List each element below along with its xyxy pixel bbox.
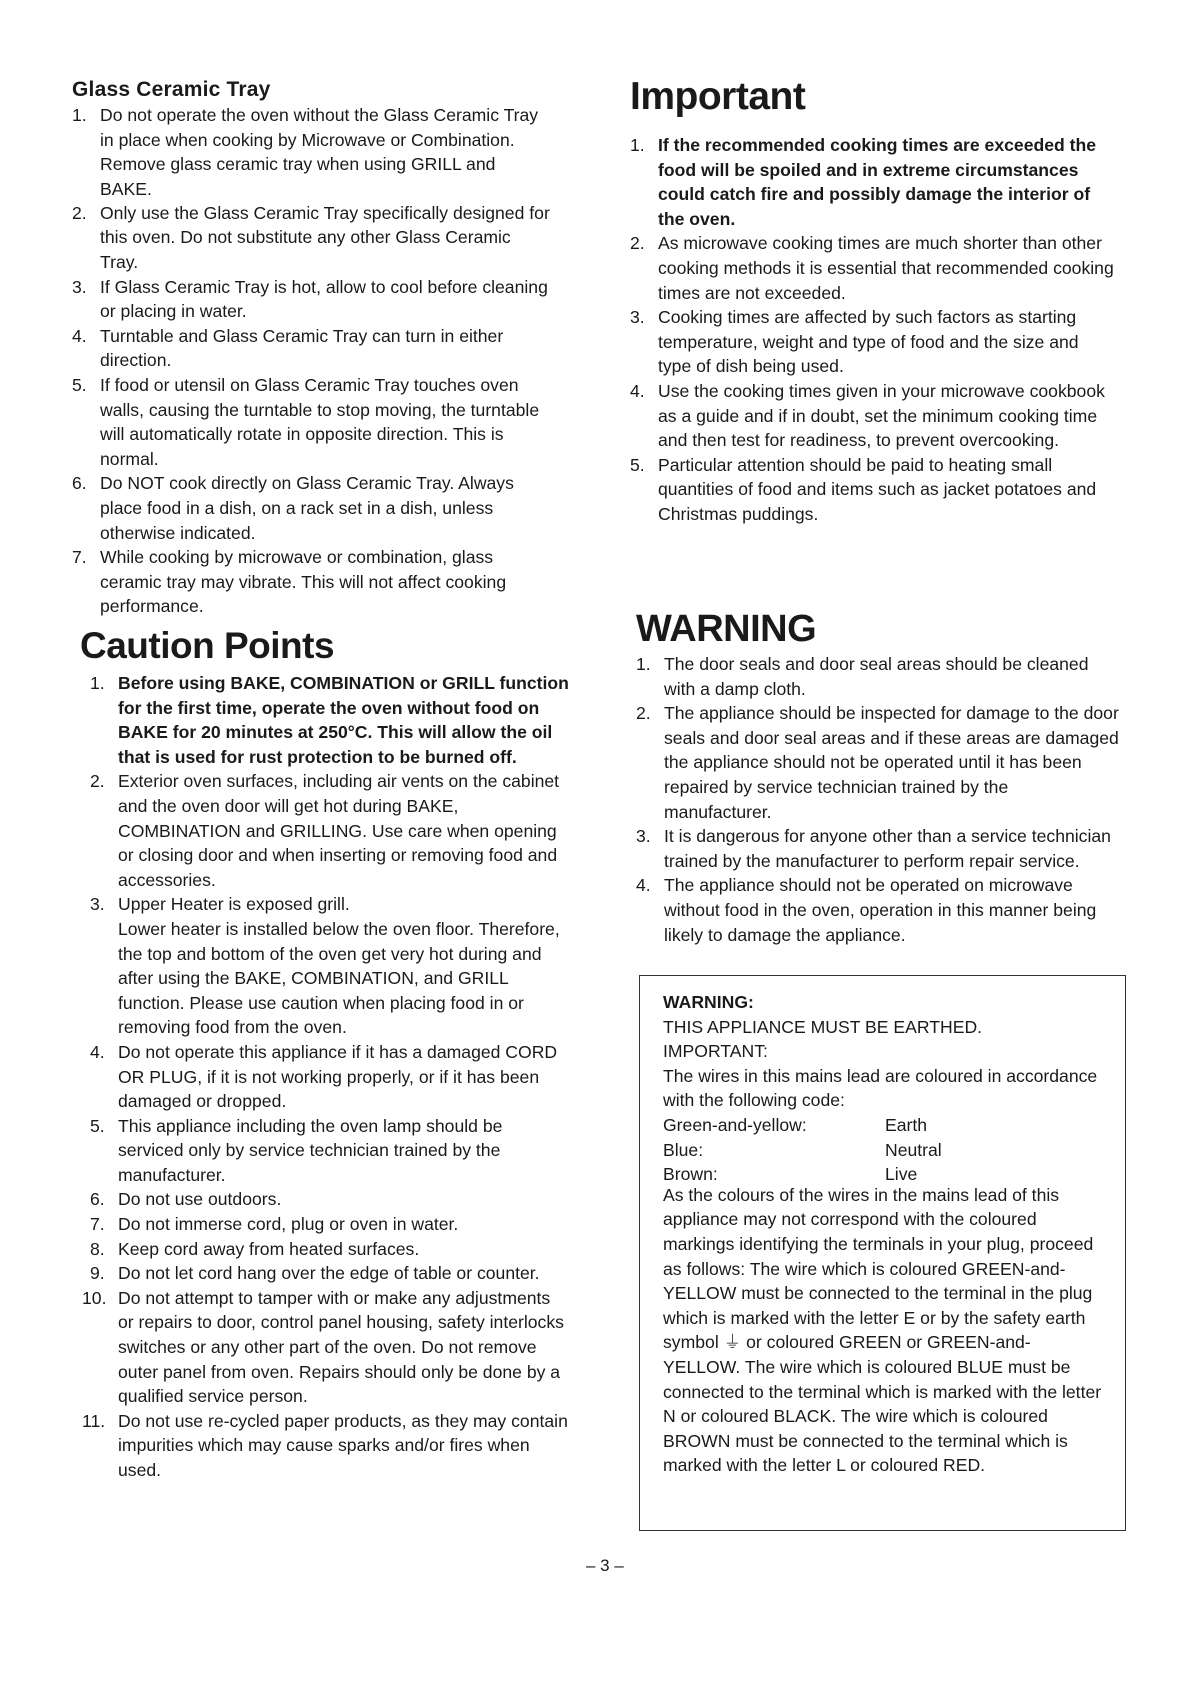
list-item — [72, 324, 550, 373]
item-text: Keep cord away from heated surfaces. — [118, 1238, 420, 1259]
item-text: While cooking by microwave or combination, glass ceramic tray may vibrate. This will not affect cooking performance. — [100, 547, 507, 617]
item-text: Cooking times are affected by such factors as starting temperature, weight and type of food and the size and type of dish being used. — [658, 307, 1079, 377]
list-item — [90, 1212, 570, 1237]
item-text: Do not immerse cord, plug or oven in water. — [118, 1214, 459, 1235]
list-item — [82, 1286, 570, 1409]
list-item — [630, 231, 1116, 305]
item-text: Do not attempt to tamper with or make any adjustments or repairs to door, control panel housing, safety interlocks switches or any other part of the oven. Do not remove outer panel from oven. Repairs should only be done by a qualified service person. — [118, 1287, 564, 1407]
item-number: 4. — [636, 875, 651, 896]
list-item — [90, 1237, 570, 1262]
warning-list — [636, 652, 1120, 947]
notice-earthed-text: THIS APPLIANCE MUST BE EARTHED. — [663, 1016, 983, 1037]
notice-important-label: IMPORTANT: — [663, 1041, 768, 1062]
page-number: – 3 – — [586, 1556, 624, 1575]
item-number: 1. — [630, 135, 645, 155]
important-heading: Important — [630, 75, 806, 118]
notice-warning-label: WARNING: — [663, 992, 754, 1012]
item-number: 10. — [82, 1287, 107, 1308]
item-number: 3. — [630, 307, 645, 328]
glass-tray-list — [72, 103, 550, 619]
warning-heading: WARNING — [636, 608, 817, 650]
item-number: 6. — [72, 473, 87, 494]
item-number: 5. — [72, 375, 87, 396]
item-number: 3. — [636, 826, 651, 847]
item-text: Use the cooking times given in your microwave cookbook as a guide and if in doubt, set the minimum cooking time and then test for readiness, to prevent overcooking. — [658, 380, 1105, 451]
earthing-notice-box — [639, 975, 1126, 1531]
item-number: 4. — [72, 325, 87, 346]
list-item — [72, 275, 550, 324]
notice-intro: The wires in this mains lead are coloured in accordance with the following code: — [663, 1065, 1098, 1111]
list-item — [90, 671, 570, 769]
item-number: 1. — [72, 105, 87, 125]
notice-body — [663, 1183, 1103, 1478]
list-item — [630, 133, 1116, 231]
list-item — [72, 471, 550, 545]
wire-colour: Green-and-yellow: — [663, 1114, 807, 1135]
wire-code-row — [663, 1138, 1103, 1163]
list-item — [72, 103, 550, 201]
wire-colour: Blue: — [663, 1139, 704, 1160]
wire-meaning: Live — [885, 1164, 918, 1185]
caution-heading: Caution Points — [80, 625, 335, 666]
wire-meaning: Neutral — [885, 1139, 942, 1160]
notice-body-part-b: or coloured GREEN or GREEN-and-YELLOW. The wire which is coloured BLUE must be connected to the terminal which is marked with the letter N or coloured BLACK. The wire which is coloured BROWN must be connected to the terminal which is marked with the letter L or coloured RED. — [663, 1332, 1102, 1476]
item-number: 9. — [90, 1263, 105, 1284]
item-text: It is dangerous for anyone other than a service technician trained by the manufacturer to perform repair service. — [664, 826, 1111, 871]
wire-colour: Brown: — [663, 1164, 718, 1185]
earth-symbol-icon: ⏚ — [723, 1332, 742, 1353]
item-text: Do not operate this appliance if it has a damaged CORD OR PLUG, if it is not working properly, or if it has been damaged or dropped. — [118, 1041, 558, 1112]
item-text: Upper Heater is exposed grill. — [118, 894, 350, 915]
list-item — [90, 769, 570, 892]
item-number: 3. — [90, 894, 105, 915]
item-text: The appliance should be inspected for damage to the door seals and door seal areas and if these areas are damaged the appliance should not be operated until it has been repaired by service technician trained by the manufacturer. — [664, 703, 1119, 822]
list-item — [90, 892, 570, 1040]
caution-list — [82, 671, 570, 1483]
list-item — [72, 373, 550, 471]
item-number: 5. — [630, 454, 645, 475]
list-item — [636, 824, 1120, 873]
item-text: The door seals and door seal areas should be cleaned with a damp cloth. — [664, 654, 1089, 699]
item-text: Do not use re-cycled paper products, as they may contain impurities which may cause sparks and/or fires when used. — [118, 1410, 568, 1480]
item-text: Do not use outdoors. — [118, 1189, 282, 1210]
item-number: 5. — [90, 1115, 105, 1136]
item-text: Turntable and Glass Ceramic Tray can turn in either direction. — [100, 325, 504, 371]
list-item — [82, 1409, 570, 1483]
item-text: Do NOT cook directly on Glass Ceramic Tray. Always place food in a dish, on a rack set in a dish, unless otherwise indicated. — [100, 473, 514, 543]
item-number: 1. — [90, 673, 105, 693]
item-number: 2. — [72, 202, 87, 223]
list-item — [630, 453, 1116, 527]
item-text: Exterior oven surfaces, including air vents on the cabinet and the oven door will get hot during BAKE, COMBINATION and GRILLING. Use care when opening or closing door and when inserting or removing food and accessories. — [118, 771, 560, 890]
list-item — [630, 305, 1116, 379]
glass-tray-heading: Glass Ceramic Tray — [72, 78, 271, 101]
list-item — [72, 545, 550, 619]
item-text-continued: Lower heater is installed below the oven floor. Therefore, the top and bottom of the oven get very hot during and after using the BAKE, COMBINATION, and GRILL function. Please use caution when placing food in or removing food from the oven. — [118, 918, 560, 1038]
list-item — [630, 379, 1116, 453]
notice-body-part-a: As the colours of the wires in the mains lead of this appliance may not correspond with the coloured markings identifying the terminals in your plug, proceed as follows: The wire which is coloured GREEN-and-YELLOW must be connected to the terminal in the plug which is marked with the letter E or by the safety earth symbol — [663, 1184, 1094, 1353]
item-text: This appliance including the oven lamp should be serviced only by service technician trained by the manufacturer. — [118, 1115, 503, 1185]
list-item — [72, 201, 550, 275]
item-text: Particular attention should be paid to heating small quantities of food and items such as jacket potatoes and Christmas puddings. — [658, 454, 1097, 524]
item-number: 7. — [72, 547, 87, 568]
item-text: Before using BAKE, COMBINATION or GRILL function for the first time, operate the oven without food on BAKE for 20 minutes at 250°C. This will allow the oil that is used for rust protection to be burned off. — [118, 673, 569, 767]
item-text: If Glass Ceramic Tray is hot, allow to cool before cleaning or placing in water. — [100, 276, 548, 322]
item-text: The appliance should not be operated on microwave without food in the oven, operation in this manner being likely to damage the appliance. — [664, 875, 1097, 945]
list-item — [90, 1261, 570, 1286]
item-number: 3. — [72, 276, 87, 297]
item-text: As microwave cooking times are much shorter than other cooking methods it is essential that recommended cooking times are not exceeded. — [658, 233, 1114, 303]
item-text: Do not operate the oven without the Glass Ceramic Tray in place when cooking by Microwave or Combination. Remove glass ceramic tray when using GRILL and BAKE. — [100, 105, 539, 199]
list-item — [636, 701, 1120, 824]
important-list — [630, 133, 1116, 527]
item-text: Only use the Glass Ceramic Tray specifically designed for this oven. Do not substitute any other Glass Ceramic Tray. — [100, 202, 550, 273]
list-item — [636, 873, 1120, 947]
item-number: 2. — [630, 233, 645, 254]
list-item — [90, 1040, 570, 1114]
item-number: 1. — [636, 654, 651, 674]
item-number: 6. — [90, 1189, 105, 1210]
list-item — [636, 652, 1120, 701]
wire-code-row — [663, 1113, 1103, 1138]
item-number: 11. — [82, 1410, 106, 1431]
item-number: 2. — [90, 771, 105, 792]
list-item — [90, 1187, 570, 1212]
item-text: Do not let cord hang over the edge of table or counter. — [118, 1263, 540, 1284]
wire-meaning: Earth — [885, 1114, 928, 1135]
item-number: 4. — [90, 1041, 105, 1062]
item-number: 4. — [630, 380, 645, 401]
item-number: 8. — [90, 1238, 105, 1259]
item-text: If the recommended cooking times are exceeded the food will be spoiled and in extreme circumstances could catch fire and possibly damage the interior of the oven. — [658, 135, 1097, 229]
item-number: 2. — [636, 703, 651, 724]
item-text: If food or utensil on Glass Ceramic Tray touches oven walls, causing the turntable to stop moving, the turntable will automatically rotate in opposite direction. This is normal. — [100, 375, 540, 469]
item-number: 7. — [90, 1214, 105, 1235]
list-item — [90, 1114, 570, 1188]
